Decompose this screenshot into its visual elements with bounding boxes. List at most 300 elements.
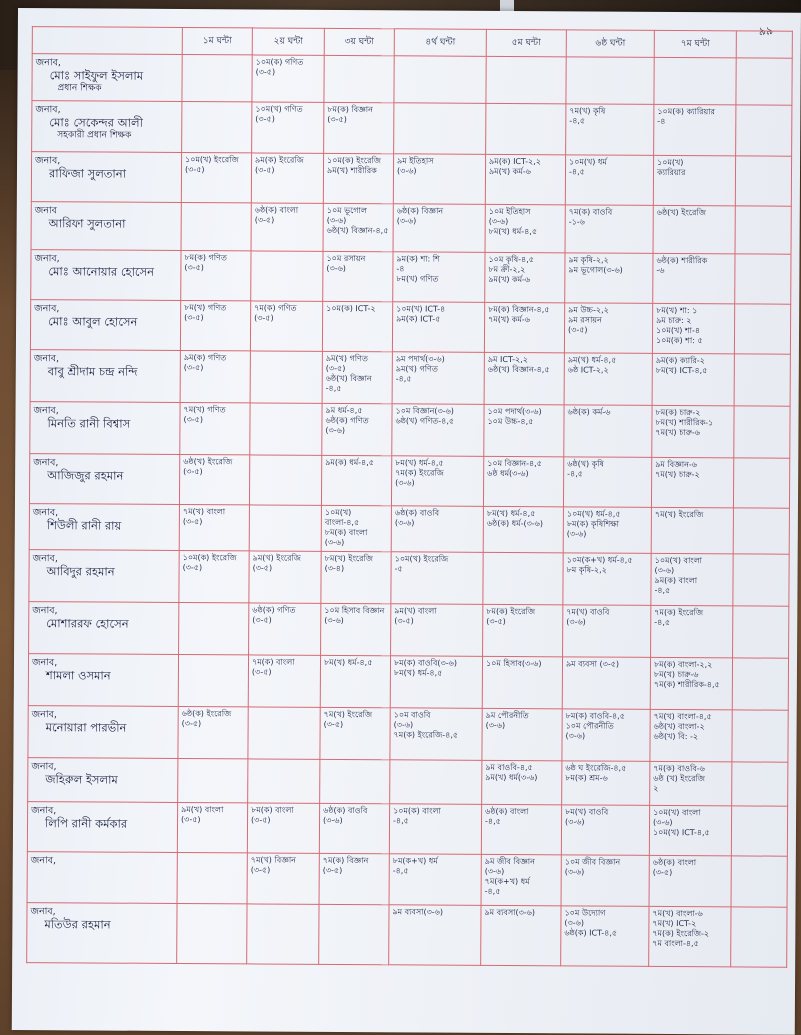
header-period-2: ২য় ঘন্টা (252, 28, 324, 55)
class-entry: ৮ম(খ) ধর্ম-৪,৫ ৬ষ্ঠ(ক) ধর্ম-(৩-৬) (486, 508, 544, 529)
period-cell (250, 403, 322, 455)
teacher-cell (28, 758, 178, 803)
teacher-cell (30, 402, 180, 455)
period-cell (649, 906, 731, 966)
routine-paper-sheet (12, 8, 801, 1035)
class-entry: ১০ম(ক) বাংলা -৪,৫ (393, 806, 441, 826)
period-cell (653, 253, 735, 303)
period-cell (391, 552, 483, 605)
period-cell (390, 708, 482, 761)
table-row (31, 202, 791, 255)
class-entry: ১০ম বিজ্ঞান(৩-৬) ৬ষ্ঠ(খ) গণিত-৪,৫ (395, 406, 455, 426)
class-entry: ৮ম(ক) বিজ্ঞান (৩-৫) (327, 104, 373, 125)
header-period-4: ৪র্থ ঘন্টা (394, 29, 486, 57)
period-cell (653, 205, 735, 254)
class-entry: ৮ম(ক) বিজ্ঞান-৪,৫ ৭ম(খ) কর্ম-৬ (488, 304, 550, 325)
table-row (27, 903, 787, 968)
period-cell (319, 803, 389, 853)
class-entry: ৭ম(ক) বিজ্ঞান (৩-৫) (322, 855, 369, 875)
class-entry (393, 762, 478, 763)
class-entry: ১০ম(ক+খ) ধর্ম-৪,৫ ৮ম কৃষি-২,২ (566, 555, 633, 575)
period-cell (650, 709, 732, 761)
class-entry: ৯ম ICT-২,২ ৬ষ্ঠ(খ) বিজ্ঞান-৪,৫ (487, 354, 550, 375)
teacher-honorific: জনাব, (33, 457, 59, 469)
class-entry: ৬ষ্ঠ(ক) ইংরেজি (৩-৫) (181, 709, 232, 729)
period-cell (322, 301, 392, 351)
period-cell (484, 404, 564, 456)
period-cell (321, 551, 391, 603)
period-cell (484, 352, 564, 404)
class-entry: ১০ম জীব বিজ্ঞান (৩-৬) (564, 857, 621, 877)
class-entry: ৯ম ইতিহাস (৩-৬) (396, 156, 434, 176)
teacher-name: শামলা ওসমান (45, 668, 111, 683)
period-cell (732, 658, 788, 710)
period-cell (177, 802, 247, 852)
period-cell (322, 351, 392, 403)
period-cell (485, 204, 565, 252)
class-entry: ৬ষ্ঠ(ক) কর্ম-৬ (567, 407, 611, 417)
table-row (31, 250, 791, 305)
teacher-name: আরিফা সুলতানা (48, 216, 126, 231)
class-entry: ৮ম(খ) ধর্ম-৪,৫ (323, 657, 373, 668)
teacher-honorific: জনাব, (34, 303, 60, 315)
class-entry: ৯ম ব্যবসা (৩-৫) (565, 659, 620, 669)
period-cell (485, 154, 565, 204)
period-cell (179, 504, 249, 550)
period-cell (248, 707, 320, 759)
class-entry: ৭ম(ক) ইংরেজি -৪,৫ (654, 607, 704, 627)
class-entry: ৮ম(ক) বাওবি(৩-৬) ৮ম(খ) ধর্ম-৪,৫ (393, 658, 457, 678)
teacher-honorific: জনাব, (30, 855, 57, 867)
period-cell (392, 404, 484, 457)
teacher-cell (30, 350, 180, 403)
period-cell (323, 251, 393, 301)
class-entry: ৮ম(ক) গণিত (৩-৫) (184, 253, 227, 273)
class-entry: ৭ম(খ) গণিত (৩-৫) (183, 405, 226, 425)
teacher-name: মোঃ আনোয়ার হোসেন (48, 264, 155, 279)
period-cell (650, 761, 732, 806)
teacher-honorific: জনাব, (32, 605, 58, 617)
period-cell (322, 403, 392, 455)
period-cell (394, 56, 486, 104)
class-entry (397, 105, 482, 106)
class-entry: ৯ম পদার্থ(৩-৬) ৯ম(খ) গণিত -৪,৫ (395, 354, 445, 384)
header-blank (736, 31, 792, 58)
period-cell (247, 853, 319, 904)
teacher-name: আবিদুর রহমান (46, 564, 115, 579)
period-cell (564, 405, 652, 458)
period-cell (562, 761, 650, 806)
class-entry: ১০ম(খ) গণিত (৩-৫) (255, 104, 303, 124)
class-entry: ১০ম(খ) ধর্ম-৪,৫ ৮ম(ক) কৃষিশিক্ষা (৩-৬) (566, 509, 621, 539)
period-cell (564, 353, 652, 406)
teacher-name: মিনতি রানী বিশ্বাস (47, 416, 131, 431)
period-cell (180, 300, 250, 350)
period-cell (319, 904, 389, 964)
table-row (28, 758, 788, 807)
period-cell (392, 352, 484, 405)
class-entry: ৮ম(খ) গণিত (৩-৫) (184, 303, 227, 323)
class-entry: ৮ম(ক) বাংলা-২,২ ৮ম(খ) চারু-৬ ৭ম(ক) শারীরিক-৪,৫ (653, 659, 720, 690)
table-row (29, 504, 789, 555)
period-cell (393, 154, 485, 205)
corner-mark: ৯৯ (758, 24, 774, 39)
class-entry: ৬ষ্ঠ ঘ ইংরেজি-৪,৫ ৮ম(ক) শ্রম-৬ (565, 763, 627, 783)
period-cell (482, 708, 562, 760)
teacher-cell (29, 504, 179, 551)
period-cell (733, 606, 789, 658)
teacher-cell (29, 550, 179, 603)
period-cell (564, 303, 652, 354)
class-entry: ৬ষ্ঠ(ক) বিজ্ঞান (৩-৬) (396, 206, 444, 226)
period-cell (731, 907, 787, 967)
class-entry: ৭ম(খ) বিজ্ঞান (৩-৫) (250, 855, 297, 875)
period-cell (391, 604, 483, 657)
period-cell (248, 759, 320, 803)
teacher-honorific: জনাব, (35, 104, 61, 116)
period-cell (483, 506, 563, 552)
period-cell (563, 605, 651, 658)
teacher-cell (32, 101, 182, 153)
table-row (30, 402, 790, 459)
period-cell (649, 805, 731, 855)
period-cell (180, 402, 250, 454)
period-cell (485, 252, 565, 302)
teacher-name: মনোয়ারা পারভীন (45, 720, 127, 735)
class-entry: ১০ম পদার্থ(৩-৬) ১০ম উচ্চ-৪,৫ (487, 406, 542, 427)
period-cell (486, 103, 566, 154)
period-cell (654, 104, 736, 155)
teacher-honorific: জনাব, (32, 553, 58, 565)
header-period-6: ৬ষ্ঠ ঘন্টা (566, 30, 654, 58)
teacher-cell (28, 654, 178, 707)
period-cell (323, 153, 393, 203)
period-cell (651, 507, 733, 554)
period-cell (565, 253, 653, 304)
period-cell (562, 657, 650, 710)
class-entry: ৯ম(খ) গণিত (৩-৫) ৬ষ্ঠ(খ) বিজ্ঞান -৪,৫ (325, 353, 372, 393)
period-cell (180, 350, 250, 402)
period-cell (177, 903, 247, 963)
class-entry: ৯ম(ক) ধর্ম-৪,৫ (325, 457, 375, 468)
class-entry: ৭ম(ক) বাংলা (৩-৫) (251, 657, 295, 677)
table-row (30, 300, 790, 355)
period-cell (736, 105, 792, 156)
class-entry: ৮ম(ক) বাওবি-৪,৫ ১০ম পৌরনীতি (৩-৬) (565, 711, 625, 741)
period-cell (252, 102, 324, 153)
period-cell (733, 458, 789, 508)
period-cell (177, 852, 247, 903)
period-cell (483, 552, 563, 604)
period-cell (391, 456, 483, 507)
period-cell (734, 354, 790, 406)
teacher-honorific: জনাব, (31, 709, 57, 721)
teacher-honorific: জনাব, (31, 805, 57, 817)
period-cell (181, 251, 251, 301)
class-entry: ১০ম(ক) গণিত (৩-৫) (255, 57, 304, 77)
period-cell (651, 553, 733, 605)
period-cell (323, 203, 393, 251)
teacher-honorific: জনাব, (30, 906, 56, 918)
period-cell (251, 203, 323, 251)
class-entry: ১০ম(ক) ইংরেজি ৯ম(খ) শারীরিক (326, 155, 381, 176)
class-entry: ১০ম(খ) বাংলা (৩-৬) ১০ম(খ) ICT-৪,৫ (652, 807, 710, 838)
period-cell (563, 457, 651, 508)
class-entry: ৬ষ্ঠ(খ) ইংরেজি (৩-৫) (183, 457, 233, 477)
header-period-3: ৩য় ঘন্টা (324, 28, 394, 55)
teacher-cell (31, 202, 181, 251)
class-entry: ৯ম(খ) বাংলা (৩-৫) (394, 606, 437, 626)
teacher-honorific: জনাব, (33, 405, 59, 417)
period-cell (565, 205, 653, 254)
class-entry: ১০ম(খ) ICT-৪ ৯ম(ক) ICT-৫ (396, 304, 446, 324)
class-entry: ১০ম(ক) ICT-২ (326, 303, 376, 314)
period-cell (652, 353, 734, 405)
teacher-name: বাবু শ্রীদাম চন্দ্র নন্দি (47, 364, 138, 379)
period-cell (321, 505, 391, 551)
period-cell (181, 203, 251, 251)
period-cell (178, 706, 248, 758)
period-cell (566, 104, 654, 156)
teacher-cell (31, 250, 181, 301)
period-cell (563, 507, 651, 554)
teacher-designation: সহকারী প্রধান শিক্ষক (57, 130, 132, 141)
class-entry: ৯ম পৌরনীতি (৩-৬) (485, 710, 529, 730)
class-entry: ১০ম(খ) ধর্ম -৪,৫ (568, 157, 607, 177)
class-entry: ১০ম(খ) বাংলা-৪,৫ ৮ম(ক) বাংলা (৩-৬) (324, 507, 368, 548)
class-entry: ৯ম(ক) শা: শি -৪ ৮ম(খ) গণিত (396, 254, 440, 284)
period-cell (320, 707, 390, 759)
teacher-name: লিপি রানী কর্মকার (44, 816, 128, 831)
period-cell (394, 103, 486, 155)
teacher-name: আজিজুর রহমান (47, 468, 124, 483)
class-entry: ৯ম বিজ্ঞান-৬ ৭ম(খ) চারু-২ (655, 459, 700, 480)
period-cell (250, 351, 322, 403)
period-cell (249, 603, 321, 655)
teacher-cell (27, 903, 177, 964)
period-cell (179, 550, 249, 602)
class-entry: ৮ম(ক) চারু-২ ৮ম(খ) শারীরিক-১ ৭ম(খ) চারু-৬ (655, 407, 714, 438)
class-entry (398, 58, 483, 59)
period-cell (321, 455, 391, 505)
teacher-cell (31, 152, 181, 203)
period-cell (247, 904, 319, 964)
period-cell (179, 602, 249, 654)
period-cell (649, 855, 731, 907)
teacher-name: মোঃ সাইফুল ইসলাম (49, 68, 144, 83)
teacher-honorific: জনাব, (32, 507, 59, 519)
class-entry: ৭ম(ক) বাওবি-৬ ৬ষ্ঠ (খ) ইংরেজি ২ (653, 763, 706, 793)
period-cell (566, 57, 654, 105)
table-row (32, 54, 792, 106)
class-entry: ১০ম বাওবি (৩-৬) ৭ম(ক) ইংরেজি-৪,৫ (393, 710, 459, 740)
period-cell (178, 654, 248, 706)
period-cell (247, 803, 319, 853)
class-entry: ৬ষ্ঠ(ক) বাওবি (৩-৬) (394, 508, 440, 528)
period-cell (563, 553, 651, 606)
period-cell (484, 302, 564, 352)
teacher-name: মোঃ আবুল হোসেন (48, 314, 138, 329)
period-cell (653, 155, 735, 205)
class-entry: ৮ম(ক) বাংলা (৩-৫) (251, 805, 294, 825)
table-row (27, 852, 787, 908)
period-cell (389, 905, 481, 966)
class-entry: ৭ম(খ) বাংলা-৬ ৭ম(খ) ICT-২ ৭ম(ক) ইংরেজি-২ ৭ম বাংলা-৪,৫ (652, 908, 710, 949)
class-entry: ৭ম(ক) গণিত (৩-৫) (254, 303, 297, 323)
class-entry: ১০ম ভূগোল (৩-৬) ৬ষ্ঠ(খ) বিজ্ঞান-৪,৫ (326, 205, 389, 236)
class-entry: ৬ষ্ঠ(ক) বাংলা (৩-৫) (254, 205, 299, 225)
class-entry: ১০ম কৃষি-৪,৫ ৮ম ক্রী-২,২ ৯ম(খ) কর্ম-৬ (488, 254, 534, 285)
period-cell (654, 57, 736, 105)
period-cell (482, 656, 562, 708)
class-entry: ৭ম(খ) বাংলা (৩-৫) (182, 507, 226, 527)
teacher-name: মোশাররফ হোসেন (46, 616, 129, 631)
class-entry: ৬ষ্ঠ(ক) বাংলা (৩-৫) (652, 857, 697, 878)
teacher-honorific: জনাব, (35, 57, 61, 69)
class-entry: ৯ম কৃষি-২,২ ৯ম ভূগোল(৩-৬) (568, 255, 623, 275)
period-cell (735, 254, 791, 304)
class-entry: ৯ম ধর্ম-৪,৫ ৬ষ্ঠ(ক) গণিত (৩-৬) (325, 405, 369, 436)
period-cell (481, 905, 561, 965)
class-entry: ১০ম(ক) ক্যারিয়ার -৪ (657, 106, 715, 126)
class-entry: ১০ম হিসাব বিজ্ঞান (৩-৬) (324, 605, 385, 626)
class-entry: ৭ম(ক) বাওবি -১-৬ (568, 207, 613, 227)
class-entry: ১০ম(খ) ইংরেজি (৩-৫) (184, 155, 239, 175)
period-cell (734, 304, 790, 354)
teacher-cell (30, 300, 180, 351)
teacher-cell (28, 706, 178, 759)
teacher-designation: প্রধান শিক্ষক (57, 83, 102, 94)
class-entry: ৮ম(ক+খ) ধর্ম -৪,৫ (392, 856, 438, 876)
header-period-5: ৫ম ঘন্টা (486, 29, 566, 56)
class-entry: ১০ম রসায়ন (৩-৬) (326, 253, 366, 274)
period-cell (733, 508, 789, 554)
teacher-cell (27, 802, 177, 853)
table-row (31, 152, 791, 207)
period-cell (652, 405, 734, 457)
period-cell (319, 853, 389, 904)
period-cell (391, 506, 483, 553)
period-cell (561, 855, 649, 907)
period-cell (650, 657, 732, 709)
period-cell (486, 56, 566, 103)
table-row (32, 101, 792, 157)
period-cell (736, 58, 792, 105)
class-entry: ১০ম বিজ্ঞান-৪,৫ ৬ষ্ঠ ধর্ম(৩-৬) (487, 458, 542, 479)
period-cell (249, 551, 321, 603)
period-cell (251, 153, 323, 203)
class-entry: ৭ম(খ) বাওবি (৩-৬) (566, 607, 610, 627)
class-entry: ৯ম জীব বিজ্ঞান (৩-৬) ৭ম(ক+খ) ধর্ম -৪,৫ (484, 856, 535, 896)
teacher-honorific: জনাব, (35, 155, 61, 167)
period-cell (652, 303, 734, 353)
period-cell (320, 759, 390, 803)
class-routine-table (26, 26, 793, 968)
period-cell (481, 804, 561, 854)
class-entry: ৯ম(ক) ইংরেজি (৩-৫) (254, 155, 304, 175)
class-entry: ১০ম হিসাব(৩-৬) (485, 658, 542, 669)
teacher-cell (32, 54, 182, 102)
period-cell (252, 55, 324, 102)
class-entry: ৯ম ব্যবসা(৩-৬) (392, 907, 444, 917)
period-cell (182, 55, 252, 102)
class-entry: ৬ষ্ঠ(ক) বাওবি (৩-৬) (323, 805, 368, 825)
class-entry: ৭ম(খ) ইংরেজি (654, 509, 704, 520)
period-cell (392, 302, 484, 353)
period-cell (561, 805, 649, 856)
period-cell (324, 55, 394, 102)
period-cell (481, 854, 561, 905)
period-cell (651, 457, 733, 507)
class-entry: ৯ম(ক) ক্যারি-২ ৮ম(খ) ICT-৪,৫ (655, 355, 708, 376)
period-cell (248, 655, 320, 707)
header-period-7: ৭ম ঘন্টা (654, 30, 736, 58)
period-cell (731, 856, 787, 907)
class-entry: ৭ম(খ) ইংরেজি (৩-৫) (323, 709, 373, 729)
period-cell (179, 454, 249, 504)
table-row (28, 706, 788, 763)
teacher-name: জহিরুল ইসলাম (45, 772, 118, 787)
teacher-cell (29, 602, 179, 655)
period-cell (389, 804, 481, 855)
period-cell (393, 252, 485, 303)
period-cell (733, 554, 789, 606)
period-cell (324, 102, 394, 153)
table-row (30, 350, 790, 407)
class-entry: ১০ম(খ) বাংলা (৩-৬) ৯ম(ক) বাংলা -৪,৫ (654, 555, 703, 595)
class-entry: ৭ম(খ) কৃষি -৪,৫ (569, 106, 606, 126)
period-cell (250, 301, 322, 351)
class-entry: ৯ম ব্যবসা(৩-৬) (484, 907, 536, 918)
header-period-1: ১ম ঘন্টা (182, 28, 252, 55)
period-cell (651, 605, 733, 657)
class-entry: ৯ম(ক) গণিত (৩-৫) (183, 353, 227, 373)
class-entry: ১০ম(খ) ইংরেজি -৫ (394, 554, 449, 574)
teacher-cell (27, 852, 177, 904)
period-cell (393, 204, 485, 253)
period-cell (735, 156, 791, 206)
class-entry: ৮ম(খ) শা: ১ ৯ম চারু: ২ ১০ম(খ) শা-৪ ১০ম(ক) শা: ৫ (655, 305, 703, 346)
class-entry: ৮ম(খ) ধর্ম-৪,৫ ৭ম(ক) ইংরেজি (৩-৬) (395, 458, 444, 488)
class-entry: ৯ম(খ) বাংলা (৩-৫) (181, 805, 224, 825)
period-cell (320, 655, 390, 707)
teacher-honorific: জনাব, (31, 761, 57, 773)
class-entry: ৮ম(ক) ইংরেজি (৩-৫) (486, 606, 536, 626)
teacher-honorific: জনাব, (31, 657, 58, 669)
teacher-name: মোঃ সেকেন্দর আলী (49, 115, 143, 130)
class-entry: ১০ম ইতিহাস (৩-৬) ৮ম(খ) ধর্ম-৪,৫ (488, 206, 538, 237)
period-cell (390, 760, 482, 805)
class-entry: ৬ষ্ঠ(ক) গণিত (৩-৫) (252, 605, 296, 625)
period-cell (562, 709, 650, 762)
class-entry: ৯ম(খ) ধর্ম-৪,৫ ৬ষ্ঠ ICT-২,২ (567, 355, 617, 375)
class-entry: ৯ম উচ্চ-২,২ ৯ম রসায়ন (৩-৫) (568, 305, 609, 335)
table-row (29, 454, 789, 509)
teacher-honorific: জনাব, (33, 353, 60, 365)
period-cell (482, 760, 562, 804)
table-row (29, 602, 789, 659)
class-entry: ৬ষ্ঠ(ক) শারীরিক -৬ (656, 255, 708, 275)
class-entry: ৭ম(খ) বাংলা-৪,৫ ৬ষ্ঠ(খ) বাংলা-২ ৬ষ্ঠ(খ) বি: -২ (653, 711, 712, 742)
period-cell (483, 456, 563, 506)
class-entry: ১০ম(ক) ইংরেজি (৩-৫) (182, 553, 237, 573)
teacher-honorific: জনাব, (34, 253, 60, 265)
period-cell (178, 758, 248, 802)
period-cell (734, 406, 790, 458)
period-cell (181, 153, 251, 203)
period-cell (249, 455, 321, 505)
teacher-name: মতিউর রহমান (44, 917, 111, 932)
